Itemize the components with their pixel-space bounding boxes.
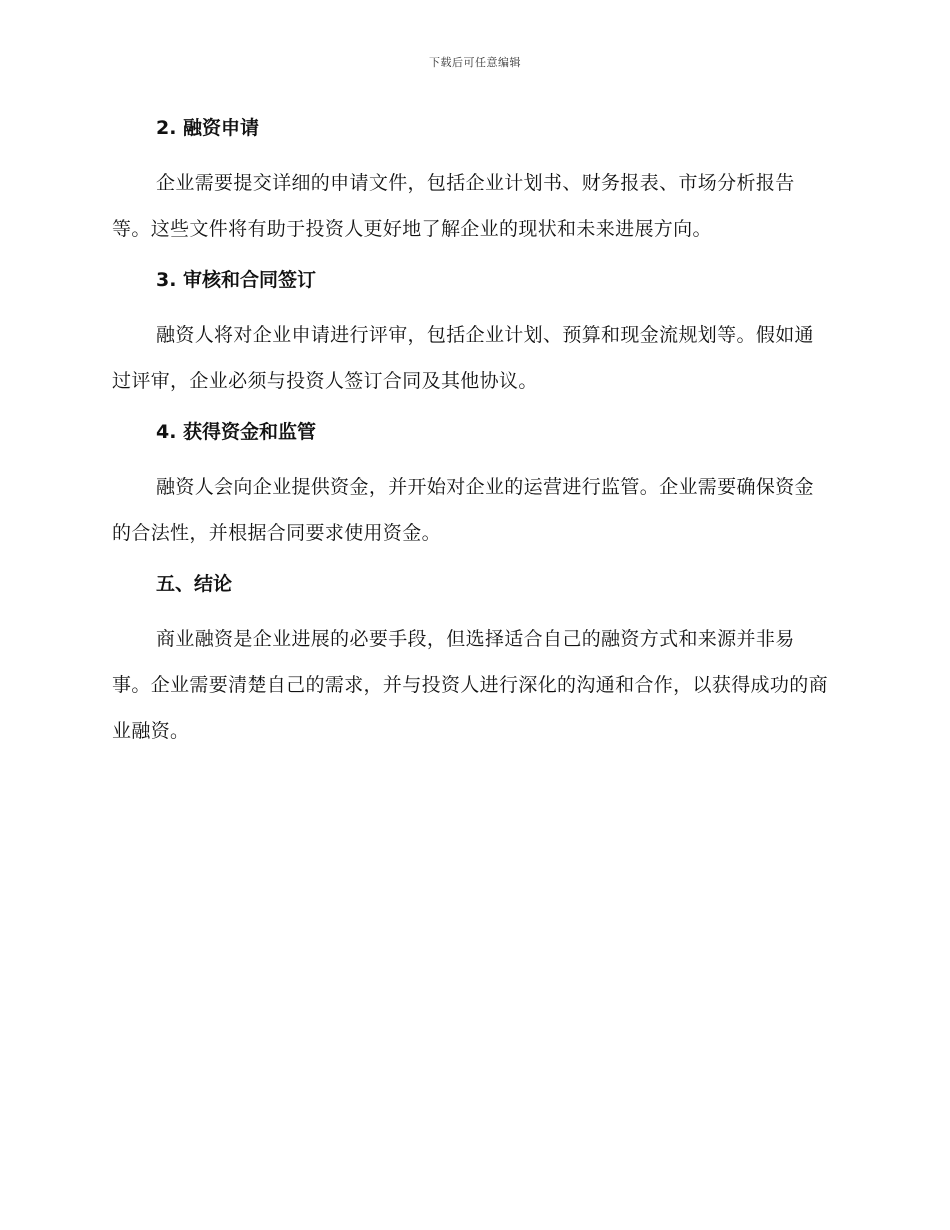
section-heading-financing-application: 2. 融资申请: [156, 117, 260, 139]
section-paragraph-funding-supervision: 融资人会向企业提供资金，并开始对企业的运营进行监管。企业需要确保资金的合法性，并根据合同要求使用资金。: [112, 476, 814, 544]
header-note: 下载后可任意编辑: [429, 56, 521, 69]
section-paragraph-financing-application: 企业需要提交详细的申请文件，包括企业计划书、财务报表、市场分析报告等。这些文件将有助于投资人更好地了解企业的现状和未来进展方向。: [112, 172, 795, 240]
section-paragraph-conclusion: 商业融资是企业进展的必要手段，但选择适合自己的融资方式和来源并非易事。企业需要清楚自己的需求，并与投资人进行深化的沟通和合作，以获得成功的商业融资。: [112, 628, 828, 742]
section-heading-funding-supervision: 4. 获得资金和监管: [156, 421, 317, 443]
section-heading-review-contract: 3. 审核和合同签订: [156, 269, 317, 291]
document-body: [112, 110, 832, 754]
section-paragraph-review-contract: 融资人将对企业申请进行评审，包括企业计划、预算和现金流规划等。假如通过评审，企业必须与投资人签订合同及其他协议。: [112, 324, 814, 392]
section-heading-conclusion: 五、结论: [156, 573, 233, 595]
